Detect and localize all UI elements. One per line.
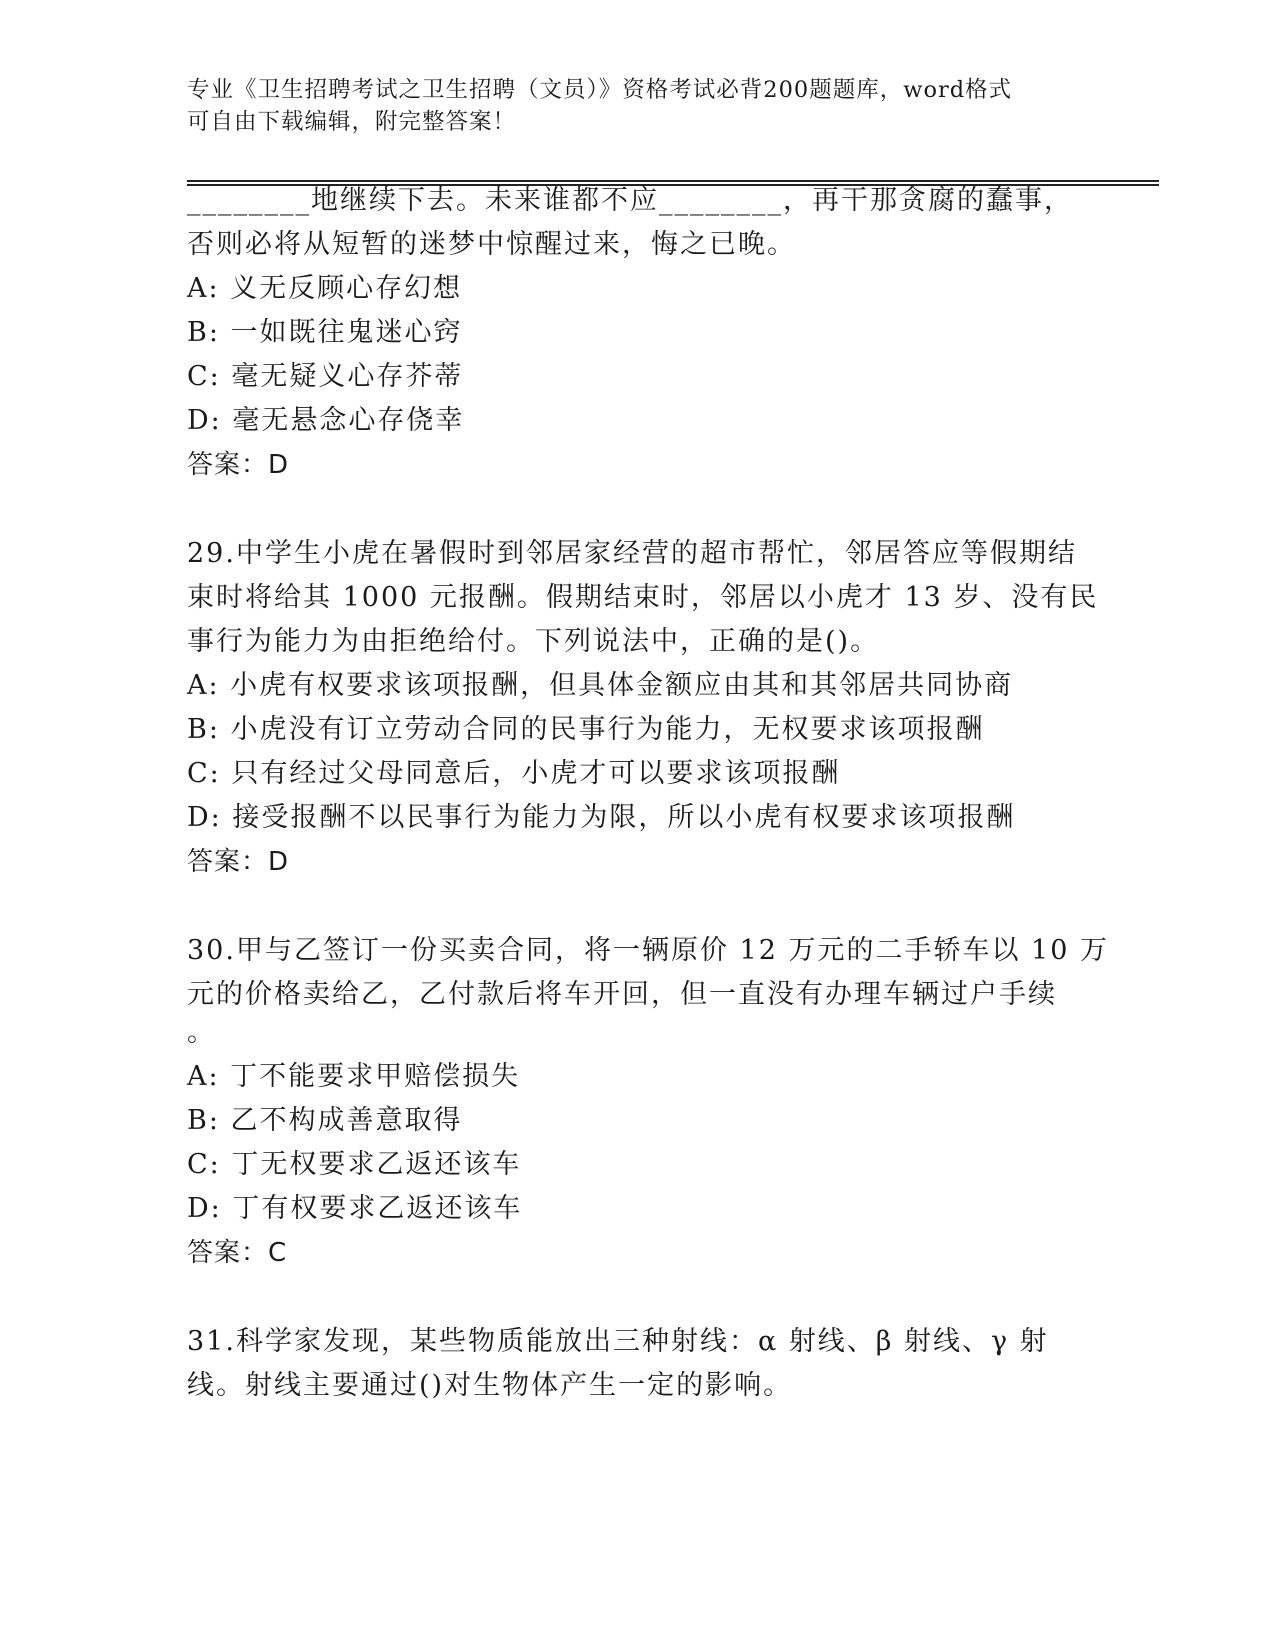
q30-option-c: C: 丁无权要求乙返还该车 (187, 1149, 522, 1180)
q29-option-c: C: 只有经过父母同意后，小虎才可以要求该项报酬 (187, 758, 841, 789)
header-title-line2: 可自由下载编辑，附完整答案！ (187, 109, 517, 135)
document-header (187, 74, 1067, 138)
q28-option-c: C: 毫无疑义心存芥蒂 (187, 361, 464, 392)
q29-answer: 答案：D (187, 847, 290, 877)
q30-option-d: D: 丁有权要求乙返还该车 (187, 1193, 523, 1224)
q29-stem-line2: 束时将给其 1000 元报酬。假期结束时，邻居以小虎才 13 岁、没有民 (187, 582, 1099, 613)
q30-stem-line3: 。 (187, 1017, 216, 1048)
q31-stem-line2: 线。射线主要通过()对生物体产生一定的影响。 (187, 1370, 793, 1401)
header-rule-top (187, 180, 1159, 182)
q28-option-b: B: 一如既往鬼迷心窍 (187, 317, 463, 348)
header-title-line1: 专业《卫生招聘考试之卫生招聘（文员）》资格考试必背200题题库，word格式 (187, 77, 1013, 103)
q30-answer: 答案：C (187, 1238, 288, 1268)
q28-option-d: D: 毫无悬念心存侥幸 (187, 405, 465, 436)
q29-stem-line1: 29.中学生小虎在暑假时到邻居家经营的超市帮忙，邻居答应等假期结 (187, 538, 1077, 569)
q31-stem-line1: 31.科学家发现，某些物质能放出三种射线：α 射线、β 射线、γ 射 (187, 1326, 1049, 1357)
q30-stem-line1: 30.甲与乙签订一份买卖合同，将一辆原价 12 万元的二手轿车以 10 万 (187, 935, 1109, 966)
q30-option-b: B: 乙不构成善意取得 (187, 1105, 463, 1136)
q28-option-a: A: 义无反顾心存幻想 (187, 273, 463, 304)
q29-stem-line3: 事行为能力为由拒绝给付。下列说法中，正确的是()。 (187, 626, 880, 657)
q29-option-d: D: 接受报酬不以民事行为能力为限，所以小虎有权要求该项报酬 (187, 802, 1016, 833)
q29-option-b: B: 小虎没有订立劳动合同的民事行为能力，无权要求该项报酬 (187, 714, 985, 745)
q28-stem-line1: ________地继续下去。未来谁都不应________，再干那贪腐的蠢事， (187, 185, 1073, 216)
q28-answer: 答案：D (187, 450, 290, 480)
q29-option-a: A: 小虎有权要求该项报酬，但具体金额应由其和其邻居共同协商 (187, 670, 1014, 701)
q28-stem-line2: 否则必将从短暂的迷梦中惊醒过来，悔之已晚。 (187, 229, 796, 260)
q30-option-a: A: 丁不能要求甲赔偿损失 (187, 1061, 521, 1092)
q30-stem-line2: 元的价格卖给乙，乙付款后将车开回，但一直没有办理车辆过户手续 (187, 979, 1057, 1010)
